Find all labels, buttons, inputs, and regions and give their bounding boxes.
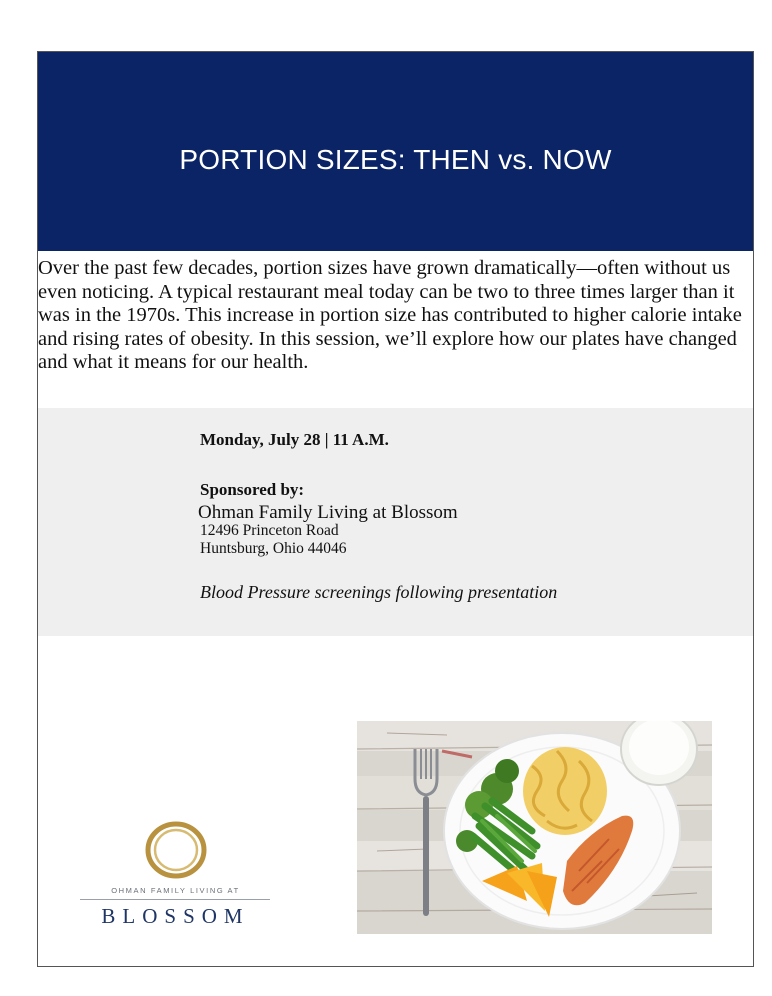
address-line-2: Huntsburg, Ohio 44046 bbox=[200, 540, 347, 557]
intro-paragraph: Over the past few decades, portion sizes have grown dramatically—often without us even noticing. A typical restaurant meal today can be two to three times larger than it was in the 1970s. This increase in portion size has contributed to higher calorie intake and rising rates of obesity. In this session, we’ll explore how our plates have changed and what it means for our health. bbox=[38, 257, 742, 373]
logo-tagline: OHMAN FAMILY LIVING AT bbox=[111, 886, 240, 895]
milk-glass-icon bbox=[621, 721, 697, 785]
logo-ring-icon bbox=[143, 818, 209, 882]
logo-divider bbox=[80, 899, 270, 900]
blossom-logo bbox=[78, 818, 273, 933]
pasta-icon bbox=[523, 747, 607, 835]
title-banner bbox=[38, 52, 753, 251]
sponsor-name: Ohman Family Living at Blossom bbox=[198, 502, 458, 523]
sponsor-heading: Sponsored by: bbox=[200, 480, 305, 499]
event-date: Monday, July 28 | 11 A.M. bbox=[200, 430, 389, 449]
address-line-1: 12496 Princeton Road bbox=[200, 522, 339, 539]
logo-wordmark: BLOSSOM bbox=[101, 904, 250, 928]
flyer-title: PORTION SIZES: THEN vs. NOW bbox=[179, 143, 612, 175]
healthy-plate-photo bbox=[357, 721, 712, 934]
screening-note: Blood Pressure screenings following presentation bbox=[200, 582, 558, 602]
